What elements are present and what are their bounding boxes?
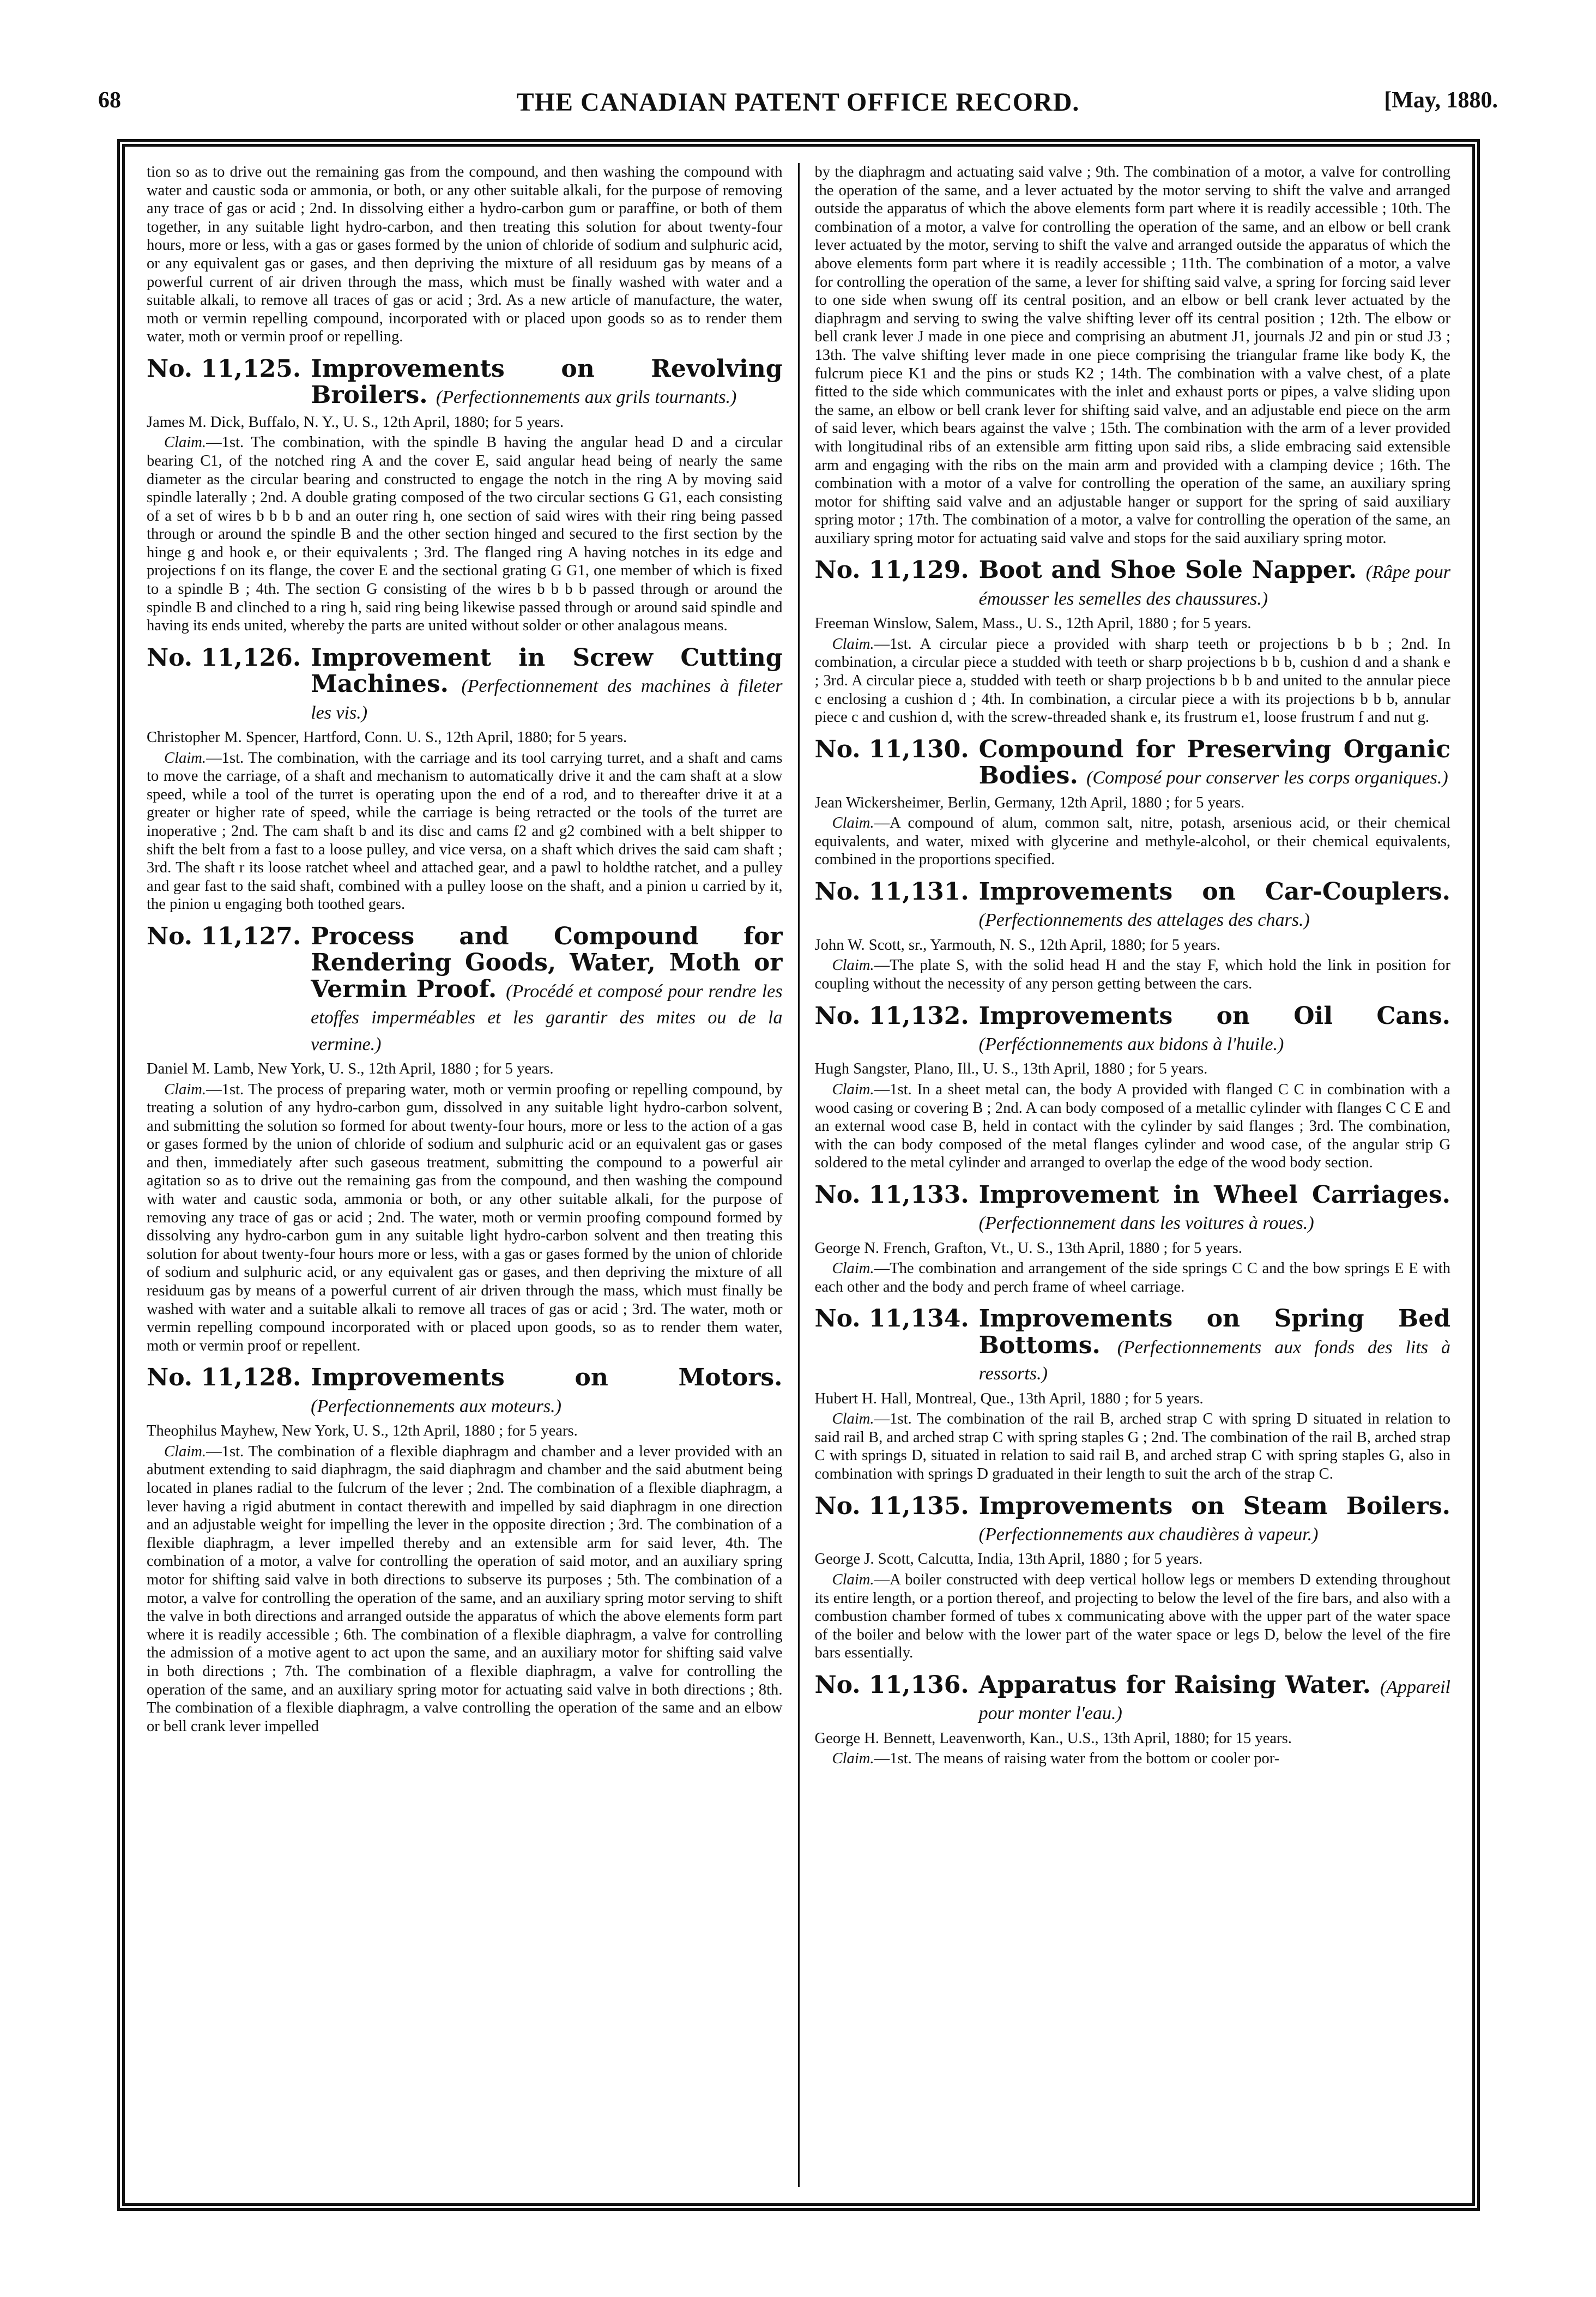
- patent-title: Improvements on Revolving Broilers.: [311, 354, 783, 409]
- patent-entry: [815, 1003, 1451, 1172]
- continuation-text: by the diaphragm and actuating said valve ; 9th. The combination of a motor, a valve for controlling the operation of the same, and a lever actuated by the motor serving to shift the valve and arranged outside the apparatus of which the above elements form part where it is readily accessible ; 10th. The combination of a motor, a valve for controlling the operation of the same, and an elbow or bell crank lever actuated by the motor, serving to shift the valve and arranged outside the apparatus of which the above elements form part where it is readily accessible ; 11th. The combination of a motor, a valve for controlling the operation of the same, a lever for shifting said valve, a spring for forcing said lever to one side when swung off its central position, and an elbow or bell crank lever actuated by the diaphragm and serving to swing the valve shifting lever off its central position ; 12th. The elbow or bell crank lever J made in one piece and comprising an abutment J1, journals J2 and pin or stud J3 ; 13th. The valve shifting lever made in one piece comprising the triangular frame like body K, the fulcrum piece K1 and the pins or studs K2 ; 14th. The combination with a valve chest, of a plate fitted to the side which communicates with the inlet and exhaust ports or pipes, a valve sliding upon the same, an elbow or bell crank lever for shifting said valve, and an adjustable end piece on the arm of said lever, which bears against the valve ; 15th. The combination with the arm of a lever provided with longitudinal ribs of an extensible arm fitting upon said ribs, a slide embracing said extensible arm and engaging with the ribs on the main arm and provided with a clamping device ; 16th. The combination with a motor of a valve for controlling the operation of the same, an auxiliary spring motor for shifting said valve and an adjustable hanger or support for the spring of said auxiliary spring motor ; 17th. The combination of a motor, a valve for controlling the operation of the same, an auxiliary spring motor for actuating said valve and stops for the said auxiliary spring motor.: [814, 164, 1450, 547]
- continuation-text: tion so as to drive out the remaining gas from the compound, and then washing the compound with water and caustic soda or ammonia, or both, or any other suitable alkali, for the purpose of removing any trace of gas or acid ; 2nd. In dissolving either a hydro-carbon gum or paraffine, or both of them together, in any suitable light hydro-carbon, and then treating this solution for about twenty-four hours, more or less, with a gas or gases formed by the union of chloride of sodium and sulphuric acid, or any equivalent gas or gases, and then depriving the mixture of all residuum gas by means of a powerful current of air driven through the mass, which must be finally washed with water and a suitable alkali, to remove all traces of gas or acid ; 3rd. As a new article of manufacture, the water, moth or vermin repelling compound, incorporated with or placed upon goods so as to render them water, moth or vermin proof or repelling.: [147, 164, 783, 346]
- patent-heading: [147, 1365, 783, 1418]
- claim-text: —1st. The combination of a flexible diaphragm and chamber and a lever provided with an abutment extending to said diaphragm, the said diaphragm and chamber and the said abutment being located in planes radial to the fulcrum of the lever ; 2nd. The combination of a flexible diaphragm, a lever having a rigid abutment in contact therewith and impelled by said diaphragm in one direction and an adjustable weight for impelling the lever in the opposite direction ; 3rd. The combination of a flexible diaphragm, a lever impelled thereby and an extensible arm for said lever, 4th. The combination of a motor, a valve for controlling the operation of said motor, and an auxiliary spring motor for shifting said valve in both directions to subserve its purposes ; 5th. The combination of a motor, a valve for controlling the operation of the same, and an auxiliary spring motor serving to shift the valve in both directions and arranged outside the apparatus of which the above elements form part where it is readily accessible ; 6th. The combination of a flexible diaphragm, a valve for controlling the admission of a motive agent to act upon the same, and an auxiliary motor for shifting said valve in both directions ; 7th. The combination of a flexible diaphragm, a valve for controlling the operation of the same, and an auxiliary spring motor for actuating said valve in both directions ; 8th. The combination of a flexible diaphragm, a valve controlling the operation of the same and an elbow or bell crank lever impelled: [147, 1443, 783, 1735]
- patent-heading: [815, 557, 1451, 610]
- claim-text: —1st. The means of raising water from the bottom or cooler por-: [874, 1750, 1280, 1768]
- patent-heading: [815, 1003, 1451, 1056]
- claim-label: Claim.: [832, 1260, 874, 1277]
- claim-label: Claim.: [832, 1571, 874, 1588]
- patent-heading: [147, 645, 783, 724]
- patent-heading: [815, 1182, 1451, 1235]
- claim-text: —1st. The combination, with the carriage and its tool carrying turret, and a shaft and cams to move the carriage, of a shaft and mechanism to automatically drive it and the cam shaft at a slow speed, while a tool of the turret is operating upon the end of a rod, and to thereafter drive it at a greater or higher rate of speed, while the carriage is being retracted or the tools of the turret are inoperative ; 2nd. The cam shaft b and its disc and cams f2 and g2 combined with a belt shipper to shift the belt from a fast to a loose pulley, and vice versa, on a shaft which drives the said cam shaft ; 3rd. The shaft r its loose ratchet wheel and attached gear, and a pawl to holdthe ratchet, and a pulley and gear fast to the said shaft, combined with a pulley loose on the shaft, and a pinion u carried by it, the pinion u engaging both toothed gears.: [147, 749, 783, 913]
- patent-inventor: Hugh Sangster, Plano, Ill., U. S., 13th April, 1880 ; for 5 years.: [814, 1060, 1208, 1078]
- patent-entry: [815, 879, 1451, 993]
- patent-title-block: [311, 1365, 782, 1418]
- patent-number: No. 11,132.: [814, 1002, 969, 1030]
- claim-text: —A compound of alum, common salt, nitre, potash, arsenious acid, or their chemical equivalents, and water, mixed with glycerine and methyle-alcohol, or their chemical equivalents, combined in the proportions specified.: [814, 815, 1450, 869]
- patent-claim: [147, 749, 783, 914]
- patent-claim: [815, 1571, 1451, 1662]
- patent-french-title: (Perfectionnements des attelages des chars.): [978, 910, 1310, 931]
- patent-title-block: [311, 645, 782, 724]
- patent-title-block: [311, 924, 782, 1056]
- patent-title-block: [311, 356, 782, 409]
- claim-label: Claim.: [832, 1081, 874, 1098]
- patent-inventor: Freeman Winslow, Salem, Mass., U. S., 12th April, 1880 ; for 5 years.: [814, 615, 1252, 632]
- patent-number: No. 11,126.: [147, 643, 301, 672]
- patent-entry: [147, 645, 783, 914]
- claim-label: Claim.: [832, 957, 874, 974]
- patent-claim: [815, 956, 1451, 993]
- patent-title-block: [979, 1182, 1450, 1235]
- patent-heading: [815, 1306, 1451, 1385]
- claim-label: Claim.: [832, 815, 874, 832]
- patent-title: Apparatus for Raising Water.: [978, 1671, 1371, 1699]
- patent-claim: [147, 1081, 783, 1355]
- patent-inventor: Jean Wickersheimer, Berlin, Germany, 12th April, 1880 ; for 5 years.: [814, 794, 1245, 811]
- patent-entry: [147, 356, 783, 635]
- patent-french-title: (Appareil pour monter l'eau.): [978, 1677, 1450, 1724]
- claim-label: Claim.: [832, 1750, 874, 1768]
- patent-french-title: (Composé pour conserver les corps organiques.): [1086, 768, 1448, 788]
- patent-claim: [815, 1750, 1451, 1768]
- patent-title: Improvement in Wheel Carriages.: [978, 1180, 1450, 1209]
- patent-title: Compound for Preserving Organic Bodies.: [978, 735, 1450, 790]
- claim-label: Claim.: [164, 749, 207, 767]
- patent-title-block: [979, 737, 1450, 789]
- patent-entry: [815, 1493, 1451, 1662]
- patent-title: Improvements on Oil Cans.: [978, 1002, 1450, 1030]
- patent-french-title: (Perfectionnement des machines à fileter les vis.): [311, 676, 783, 723]
- issue-date: [May, 1880.: [1384, 88, 1498, 113]
- patent-entry: [147, 1365, 783, 1735]
- patent-inventor: Christopher M. Spencer, Hartford, Conn. U. S., 12th April, 1880; for 5 years.: [147, 729, 627, 746]
- patent-french-title: (Perféctionnements aux bidons à l'huile.): [978, 1034, 1284, 1054]
- patent-claim: [147, 1443, 783, 1736]
- claim-label: Claim.: [832, 1410, 874, 1428]
- patent-heading: [147, 924, 783, 1056]
- patent-heading: [815, 879, 1451, 932]
- patent-claim: [815, 1259, 1451, 1296]
- patent-title: Improvements on Car-Couplers.: [978, 877, 1450, 906]
- patent-number: No. 11,125.: [147, 354, 301, 383]
- patent-claim: [815, 814, 1451, 869]
- patent-inventor: George J. Scott, Calcutta, India, 13th April, 1880 ; for 5 years.: [814, 1551, 1203, 1568]
- patent-number: No. 11,133.: [814, 1180, 969, 1209]
- patent-title-block: [979, 879, 1450, 932]
- patent-french-title: (Procédé et composé pour rendre les etoffes imperméables et les garantir des mites ou de la vermine.): [311, 981, 783, 1054]
- patent-inventor: Theophilus Mayhew, New York, U. S., 12th April, 1880 ; for 5 years.: [147, 1422, 578, 1440]
- patent-title: Improvements on Motors.: [311, 1364, 783, 1392]
- patent-french-title: (Perfectionnement dans les voitures à roues.): [978, 1213, 1314, 1234]
- patent-french-title: (Perfectionnements aux grils tournants.): [436, 387, 737, 408]
- patent-title-block: [979, 1493, 1450, 1546]
- patent-heading: [815, 1493, 1451, 1546]
- left-column: [147, 163, 800, 2187]
- claim-label: Claim.: [164, 1443, 207, 1460]
- patent-title: Improvement in Screw Cutting Machines.: [311, 643, 783, 698]
- claim-text: —1st. In a sheet metal can, the body A provided with flanged C C in combination with a wood casing or covering B ; 2nd. A can body composed of a metallic cylinder with flanges C C E and an external wood case B, held in contact with the cylinder by said flanges ; 3rd. The combination, with the can body composed of the metal flanges cylinder and wood case, of the angular strip G soldered to the metal cylinder and arranged to overlap the edge of the wood body section.: [814, 1081, 1450, 1172]
- patent-number: No. 11,127.: [147, 922, 301, 950]
- patent-entry: [815, 1182, 1451, 1297]
- patent-title: Improvements on Spring Bed Bottoms.: [978, 1305, 1450, 1359]
- patent-entry: [815, 737, 1451, 869]
- patent-inventor: Hubert H. Hall, Montreal, Que., 13th April, 1880 ; for 5 years.: [814, 1390, 1204, 1407]
- patent-title: Improvements on Steam Boilers.: [978, 1492, 1450, 1520]
- patent-number: No. 11,131.: [814, 877, 969, 906]
- patent-title: Process and Compound for Rendering Goods, Water, Moth or Vermin Proof.: [311, 922, 783, 1003]
- patent-inventor: Daniel M. Lamb, New York, U. S., 12th April, 1880 ; for 5 years.: [147, 1060, 554, 1077]
- patent-entry: [815, 1672, 1451, 1768]
- columns: [147, 163, 1450, 2187]
- patent-number: No. 11,128.: [147, 1364, 301, 1392]
- patent-inventor: John W. Scott, sr., Yarmouth, N. S., 12th April, 1880; for 5 years.: [814, 936, 1220, 954]
- claim-text: —1st. The combination, with the spindle B having the angular head D and a circular bearing C1, of the notched ring A and the cover E, said angular head being of nearly the same diameter as the circular bearing and constructed to engage the notch in the ring A by moving said spindle laterally ; 2nd. A double grating composed of the two circular sections G G1, each consisting of a set of wires b b b b and an outer ring h, one section of said wires with their ring being passed through or around the spindle B and the other section hinged and secured to the first section by the hinge g and hook e, or their equivalents ; 3rd. The flanged ring A having notches in its edge and projections f on its flange, the cover E and the sectional grating G G1, one member of which is fixed to a spindle B ; 4th. The section G consisting of the wires b b b b passed through or around the spindle B and clinched to a ring h, said ring being likewise passed through or around said spindle and having its ends united, whereby the parts are united without solder or other analagous means.: [147, 434, 783, 635]
- patent-entry: [147, 924, 783, 1355]
- patent-entry: [815, 557, 1451, 726]
- claim-text: —1st. The combination of the rail B, arched strap C with spring D situated in relation to said rail B, and arched strap C with spring staples G ; 2nd. The combination of the rail B, arched strap C with springs D, situated in relation to said rail B, and arched strap C with spring staples G, also in combination with springs D graduated in their length to suit the arch of the strap C.: [814, 1410, 1450, 1482]
- patent-heading: [147, 356, 783, 409]
- patent-title-block: [979, 1306, 1450, 1385]
- patent-inventor: George H. Bennett, Leavenworth, Kan., U.S., 13th April, 1880; for 15 years.: [814, 1729, 1292, 1747]
- patent-number: No. 11,129.: [814, 556, 969, 584]
- patent-french-title: (Perfectionnements aux fonds des lits à ressorts.): [978, 1337, 1450, 1384]
- patent-number: No. 11,134.: [814, 1305, 969, 1333]
- claim-text: —1st. The process of preparing water, moth or vermin proofing or repelling compound, by treating a solution of any hydro-carbon gum, dissolved in any suitable light hydro-carbon solvent, and submitting the solution so formed for about twenty-four hours, more or less to the action of a gas or gases formed by the union of chloride of sodium and sulphuric acid or an equivalent gas or gases and then, immediately after such gaseous treatment, submitting the compound to a powerful air agitation so as to drive out the remaining gas from the compound, and then washing the compound with water and caustic soda, ammonia or both, or any other suitable alkali, for the purpose of removing any trace of gas or acid ; 2nd. The water, moth or vermin proofing compound formed by dissolving any hydro-carbon gum in any suitable light hydro-carbon solvent and then treating this solution for about twenty-four hours more or less, with a gas or gases formed by the union of chloride of sodium and sulphuric acid, or any equivalent gas or gases, and then depriving the mixture of all residuum gas by means of a powerful current of air driven through the mass, which must finally be washed with water and a suitable alkali to remove all traces of gas or acid ; 3rd. The water, moth or vermin repelling compound incorporated with or placed upon goods, so as to render them water, moth or vermin proof or repellent.: [147, 1081, 783, 1354]
- patent-number: No. 11,136.: [814, 1671, 969, 1699]
- patent-title-block: [979, 1003, 1450, 1056]
- patent-claim: [815, 635, 1451, 727]
- page-frame: [117, 139, 1480, 2211]
- patent-inventor: George N. French, Grafton, Vt., U. S., 13th April, 1880 ; for 5 years.: [814, 1239, 1242, 1257]
- page-number: 68: [98, 88, 121, 113]
- patent-title: Boot and Shoe Sole Napper.: [978, 556, 1357, 584]
- claim-label: Claim.: [164, 1081, 207, 1098]
- publication-title: THE CANADIAN PATENT OFFICE RECORD.: [516, 88, 1080, 117]
- patent-number: No. 11,130.: [814, 735, 969, 763]
- patent-title-block: [979, 1672, 1450, 1725]
- claim-text: —The plate S, with the solid head H and the stay F, which hold the link in position for coupling without the necessity of any person getting between the cars.: [814, 957, 1450, 992]
- right-column: [800, 163, 1451, 2187]
- patent-entry: [815, 1306, 1451, 1483]
- patent-french-title: (Râpe pour émousser les semelles des chaussures.): [978, 562, 1450, 609]
- claim-text: —A boiler constructed with deep vertical hollow legs or members D extending throughout its entire length, or a portion thereof, and projecting to below the level of the fire bars, and also with a combustion chamber formed of tubes x communicating above with the upper part of the water space of the boiler and below with the lower part of the water space or legs D, below the level of the fire bars essentially.: [814, 1571, 1450, 1662]
- patent-claim: [815, 1081, 1451, 1172]
- patent-heading: [815, 737, 1451, 789]
- patent-inventor: James M. Dick, Buffalo, N. Y., U. S., 12th April, 1880; for 5 years.: [147, 413, 564, 431]
- patent-number: No. 11,135.: [814, 1492, 969, 1520]
- patent-french-title: (Perfectionnements aux moteurs.): [311, 1396, 561, 1416]
- patent-claim: [147, 433, 783, 635]
- patent-title-block: [979, 557, 1450, 610]
- patent-heading: [815, 1672, 1451, 1725]
- claim-label: Claim.: [164, 434, 207, 451]
- patent-claim: [815, 1410, 1451, 1483]
- patent-french-title: (Perfectionnements aux chaudières à vapeur.): [978, 1524, 1319, 1545]
- claim-label: Claim.: [832, 635, 874, 653]
- claim-text: —1st. A circular piece a provided with sharp teeth or projections b b b ; 2nd. In combination, a circular piece a studded with teeth or sharp projections b b b, cushion d and a shank e ; 3rd. A circular piece a, studded with teeth or sharp projections b b b and united to the annular piece c enclosing a cushion d ; 4th. In combination, a circular piece a with its projections b b b, annular piece c and cushion d, with the screw-threaded shank e, its frustrum e1, loose frustrum f and nut g.: [814, 635, 1450, 726]
- claim-text: —The combination and arrangement of the side springs C C and the bow springs E E with each other and the body and perch frame of wheel carriage.: [814, 1260, 1450, 1295]
- page-header: [98, 87, 1498, 125]
